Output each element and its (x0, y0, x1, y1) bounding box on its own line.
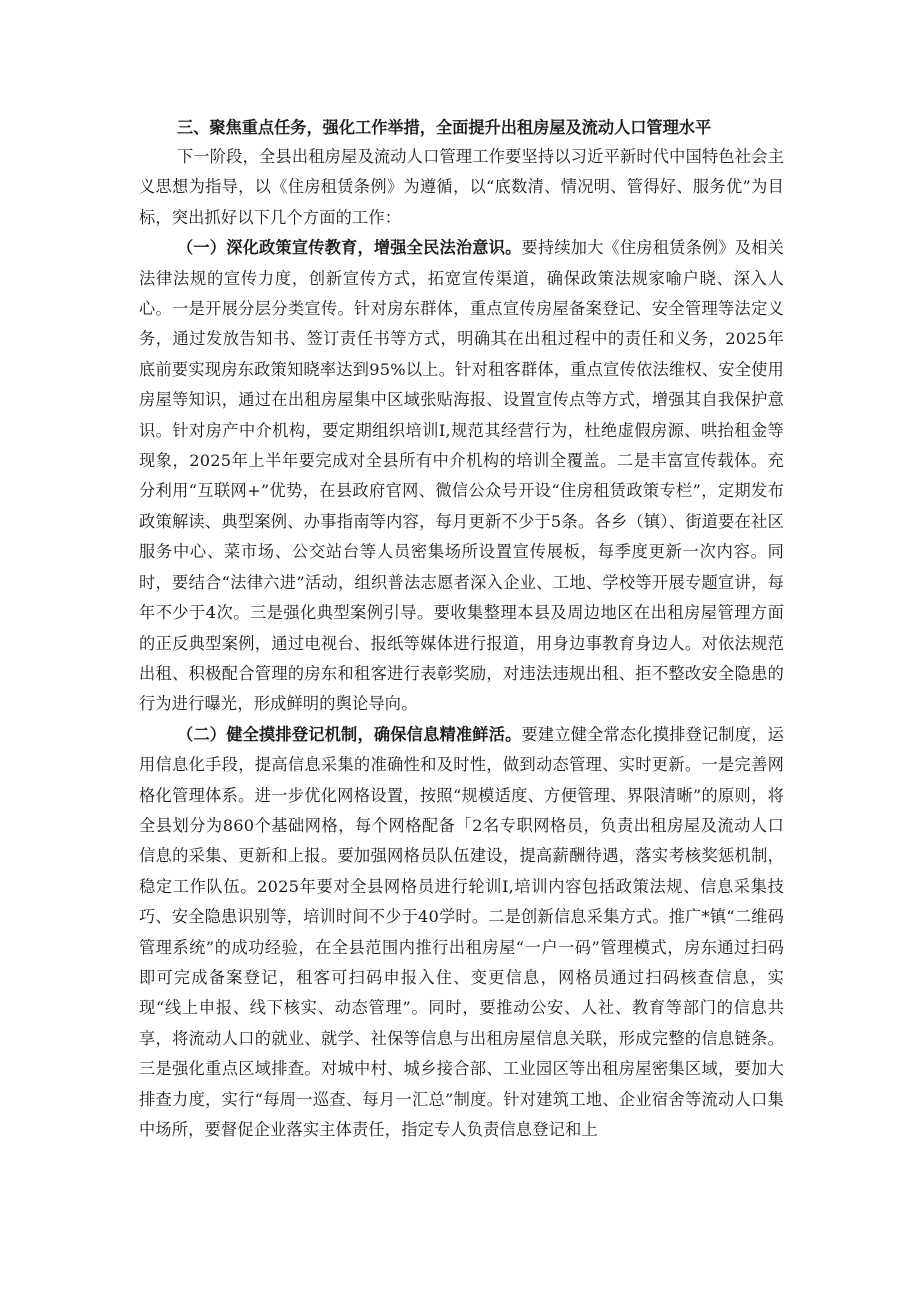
subsection-1-paragraph (139, 233, 784, 720)
section-heading: 三、聚焦重点任务，强化工作举措，全面提升出租房屋及流动人口管理水平 (177, 118, 712, 137)
intro-paragraph: 下一阶段，全县出租房屋及流动人口管理工作要坚持以习近平新时代中国特色社会主义思想为指导，以《住房租赁条例》为遵循，以“底数清、情况明、管得好、服务优”为目标，突出抓好以下几个方面的工作： (139, 147, 784, 227)
subsection-2-paragraph (139, 720, 784, 1146)
subsection-2-heading: （二）健全摸排登记机制，确保信息精准鲜活。 (177, 724, 522, 744)
document-page (139, 114, 784, 1145)
subsection-1-body: 要持续加大《住房租赁条例》及相关法律法规的宣传力度，创新宣传方式，拓宽宣传渠道，确保政策法规家喻户晓、深入人心。一是开展分层分类宣传。针对房东群体，重点宣传房屋备案登记、安全管理等法定义务，通过发放告知书、签订责任书等方式，明确其在出租过程中的责任和义务，2025年底前要实现房东政策知晓率达到95%以上。针对租客群体，重点宣传依法维权、安全使用房屋等知识，通过在出租房屋集中区域张贴海报、设置宣传点等方式，增强其自我保护意识。针对房产中介机构，要定期组织培训I,规范其经营行为，杜绝虚假房源、哄抬租金等现象，2025年上半年要完成对全县所有中介机构的培训全覆盖。二是丰富宣传载体。充分利用“互联网+”优势，在县政府官网、微信公众号开设“住房租赁政策专栏”，定期发布政策解读、典型案例、办事指南等内容，每月更新不少于5条。各乡（镇）、街道要在社区服务中心、菜市场、公交站台等人员密集场所设置宣传展板，每季度更新一次内容。同时，要结合“法律六进”活动，组织普法志愿者深入企业、工地、学校等开展专题宣讲，每年不少于4次。三是强化典型案例引导。要收集整理本县及周边地区在出租房屋管理方面的正反典型案例，通过电视台、报纸等媒体进行报道，用身边事教育身边人。对依法规范出租、积极配合管理的房东和租客进行表彰奖励，对违法违规出租、拒不整改安全隐患的行为进行曝光，形成鲜明的舆论导向。 (139, 238, 785, 714)
subsection-2-body: 要建立健全常态化摸排登记制度，运用信息化手段，提高信息采集的准确性和及时性，做到动态管理、实时更新。一是完善网格化管理体系。进一步优化网格设置，按照“规模适度、方便管理、界限清晰”的原则，将全县划分为860个基础网格，每个网格配备「2名专职网格员，负责出租房屋及流动人口信息的采集、更新和上报。要加强网格员队伍建设，提高薪酬待遇，落实考核奖惩机制，稳定工作队伍。2025年要对全县网格员进行轮训I,培训内容包括政策法规、信息采集技巧、安全隐患识别等，培训时间不少于40学时。二是创新信息采集方式。推广*镇“二维码管理系统”的成功经验，在全县范围内推行出租房屋“一户一码”管理模式，房东通过扫码即可完成备案登记，租客可扫码申报入住、变更信息，网格员通过扫码核查信息，实现“线上申报、线下核实、动态管理”。同时，要推动公安、人社、教育等部门的信息共享，将流动人口的就业、就学、社保等信息与出租房屋信息关联，形成完整的信息链条。三是强化重点区域排查。对城中村、城乡接合部、工业园区等出租房屋密集区域，要加大排查力度，实行“每周一巡查、每月一汇总”制度。针对建筑工地、企业宿舍等流动人口集中场所，要督促企业落实主体责任，指定专人负责信息登记和上 (139, 724, 785, 1139)
subsection-1-heading: （一）深化政策宣传教育，增强全民法治意识。 (177, 238, 522, 258)
